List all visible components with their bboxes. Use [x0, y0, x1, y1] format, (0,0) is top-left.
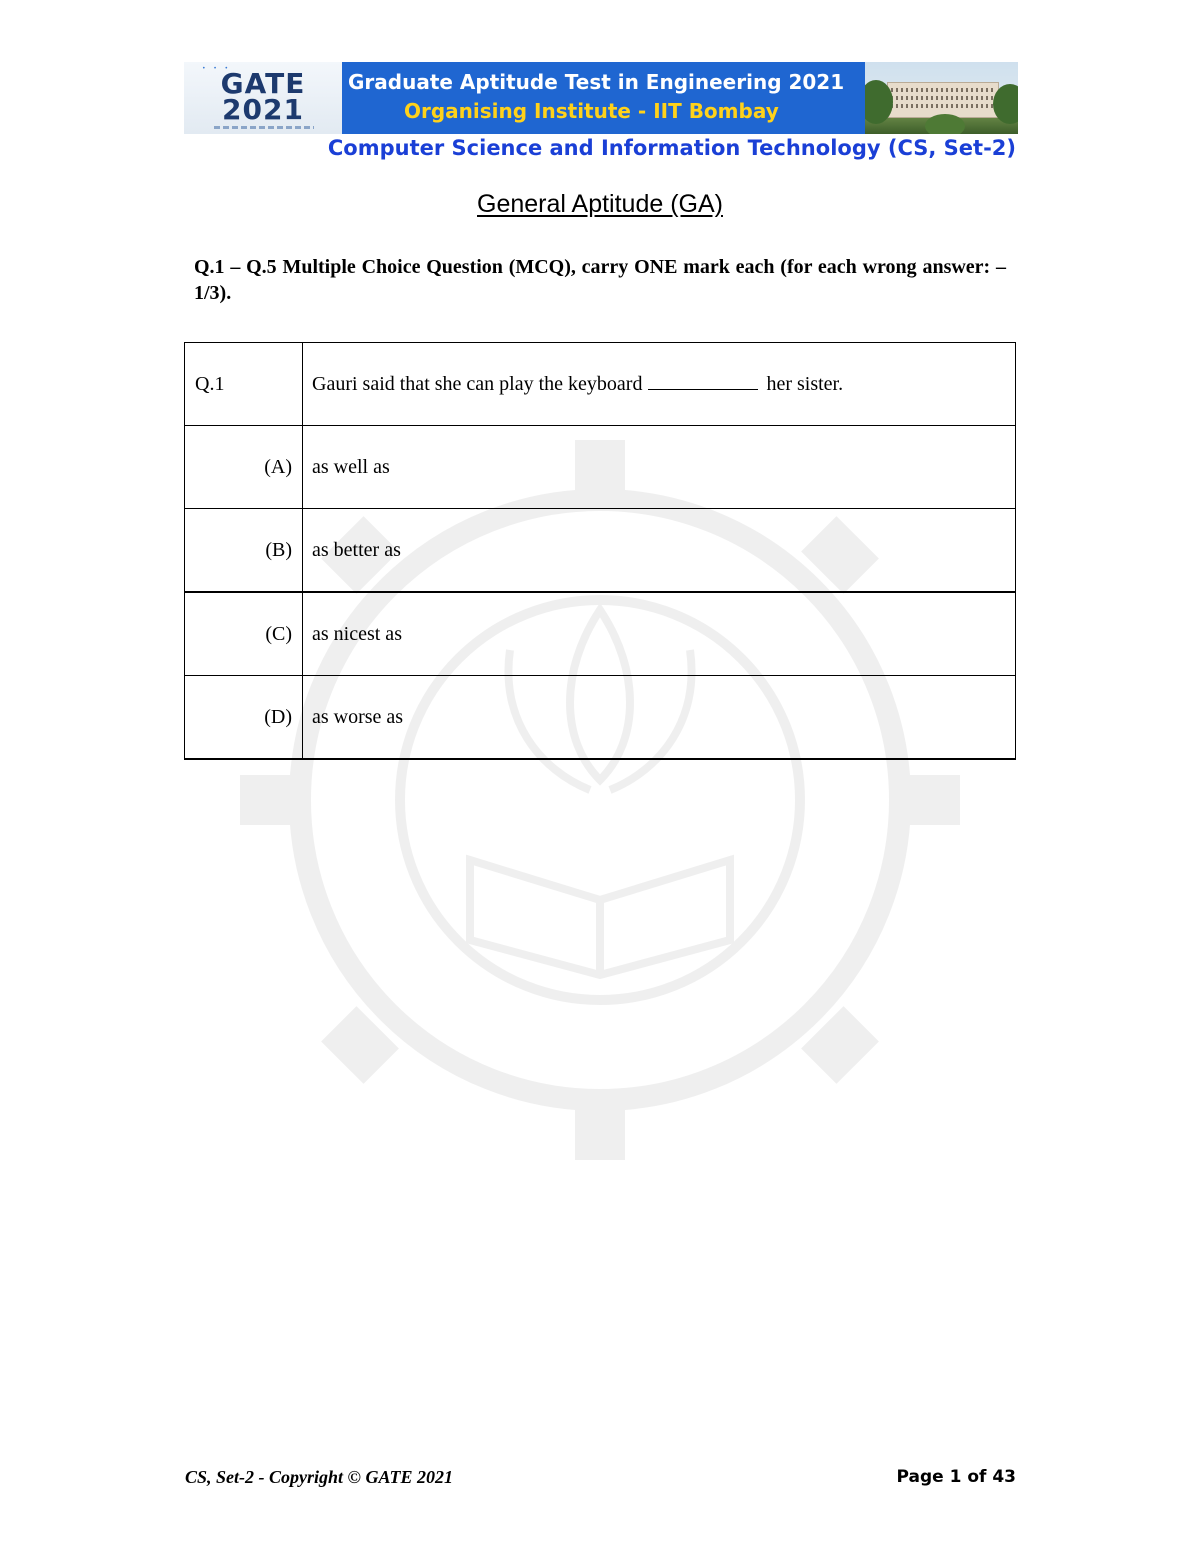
option-text-a: as well as [303, 426, 1016, 509]
banner-title-block [342, 62, 865, 134]
question-row [185, 343, 1016, 426]
campus-building-photo [865, 62, 1018, 134]
section-title: General Aptitude (GA) [477, 190, 723, 218]
logo-tagline-decoration [214, 126, 314, 129]
section-instructions: Q.1 – Q.5 Multiple Choice Question (MCQ), carry ONE mark each (for each wrong answer: – 1/3). [194, 256, 1006, 304]
option-text-b: as better as [303, 509, 1016, 593]
option-row-d [185, 676, 1016, 760]
paper-subject: Computer Science and Information Technology (CS, Set-2) [327, 136, 1016, 160]
option-label-b: (B) [185, 509, 303, 593]
option-text-d: as worse as [303, 676, 1016, 760]
answer-blank [648, 373, 758, 390]
logo-title: GATE [220, 67, 306, 100]
logo-dots-decoration: • • • [202, 65, 231, 72]
logo-year: 2021 [222, 93, 304, 126]
option-row-c [185, 592, 1016, 676]
question-number: Q.1 [185, 343, 303, 426]
question-text [303, 343, 1016, 426]
header-banner [184, 62, 1018, 134]
gate-logo [184, 62, 342, 134]
option-label-d: (D) [185, 676, 303, 760]
option-row-b [185, 509, 1016, 593]
banner-exam-name: Graduate Aptitude Test in Engineering 2021 [348, 70, 845, 94]
question-text-before: Gauri said that she can play the keyboard [312, 372, 643, 395]
option-label-a: (A) [185, 426, 303, 509]
footer-page-number: Page 1 of 43 [896, 1467, 1016, 1487]
question-text-after: her sister. [766, 372, 844, 395]
option-label-c: (C) [185, 592, 303, 676]
question-table [184, 342, 1016, 760]
banner-organiser: Organising Institute - IIT Bombay [404, 99, 779, 123]
option-text-c: as nicest as [303, 592, 1016, 676]
footer-copyright: CS, Set-2 - Copyright © GATE 2021 [185, 1467, 453, 1487]
option-row-a [185, 426, 1016, 509]
